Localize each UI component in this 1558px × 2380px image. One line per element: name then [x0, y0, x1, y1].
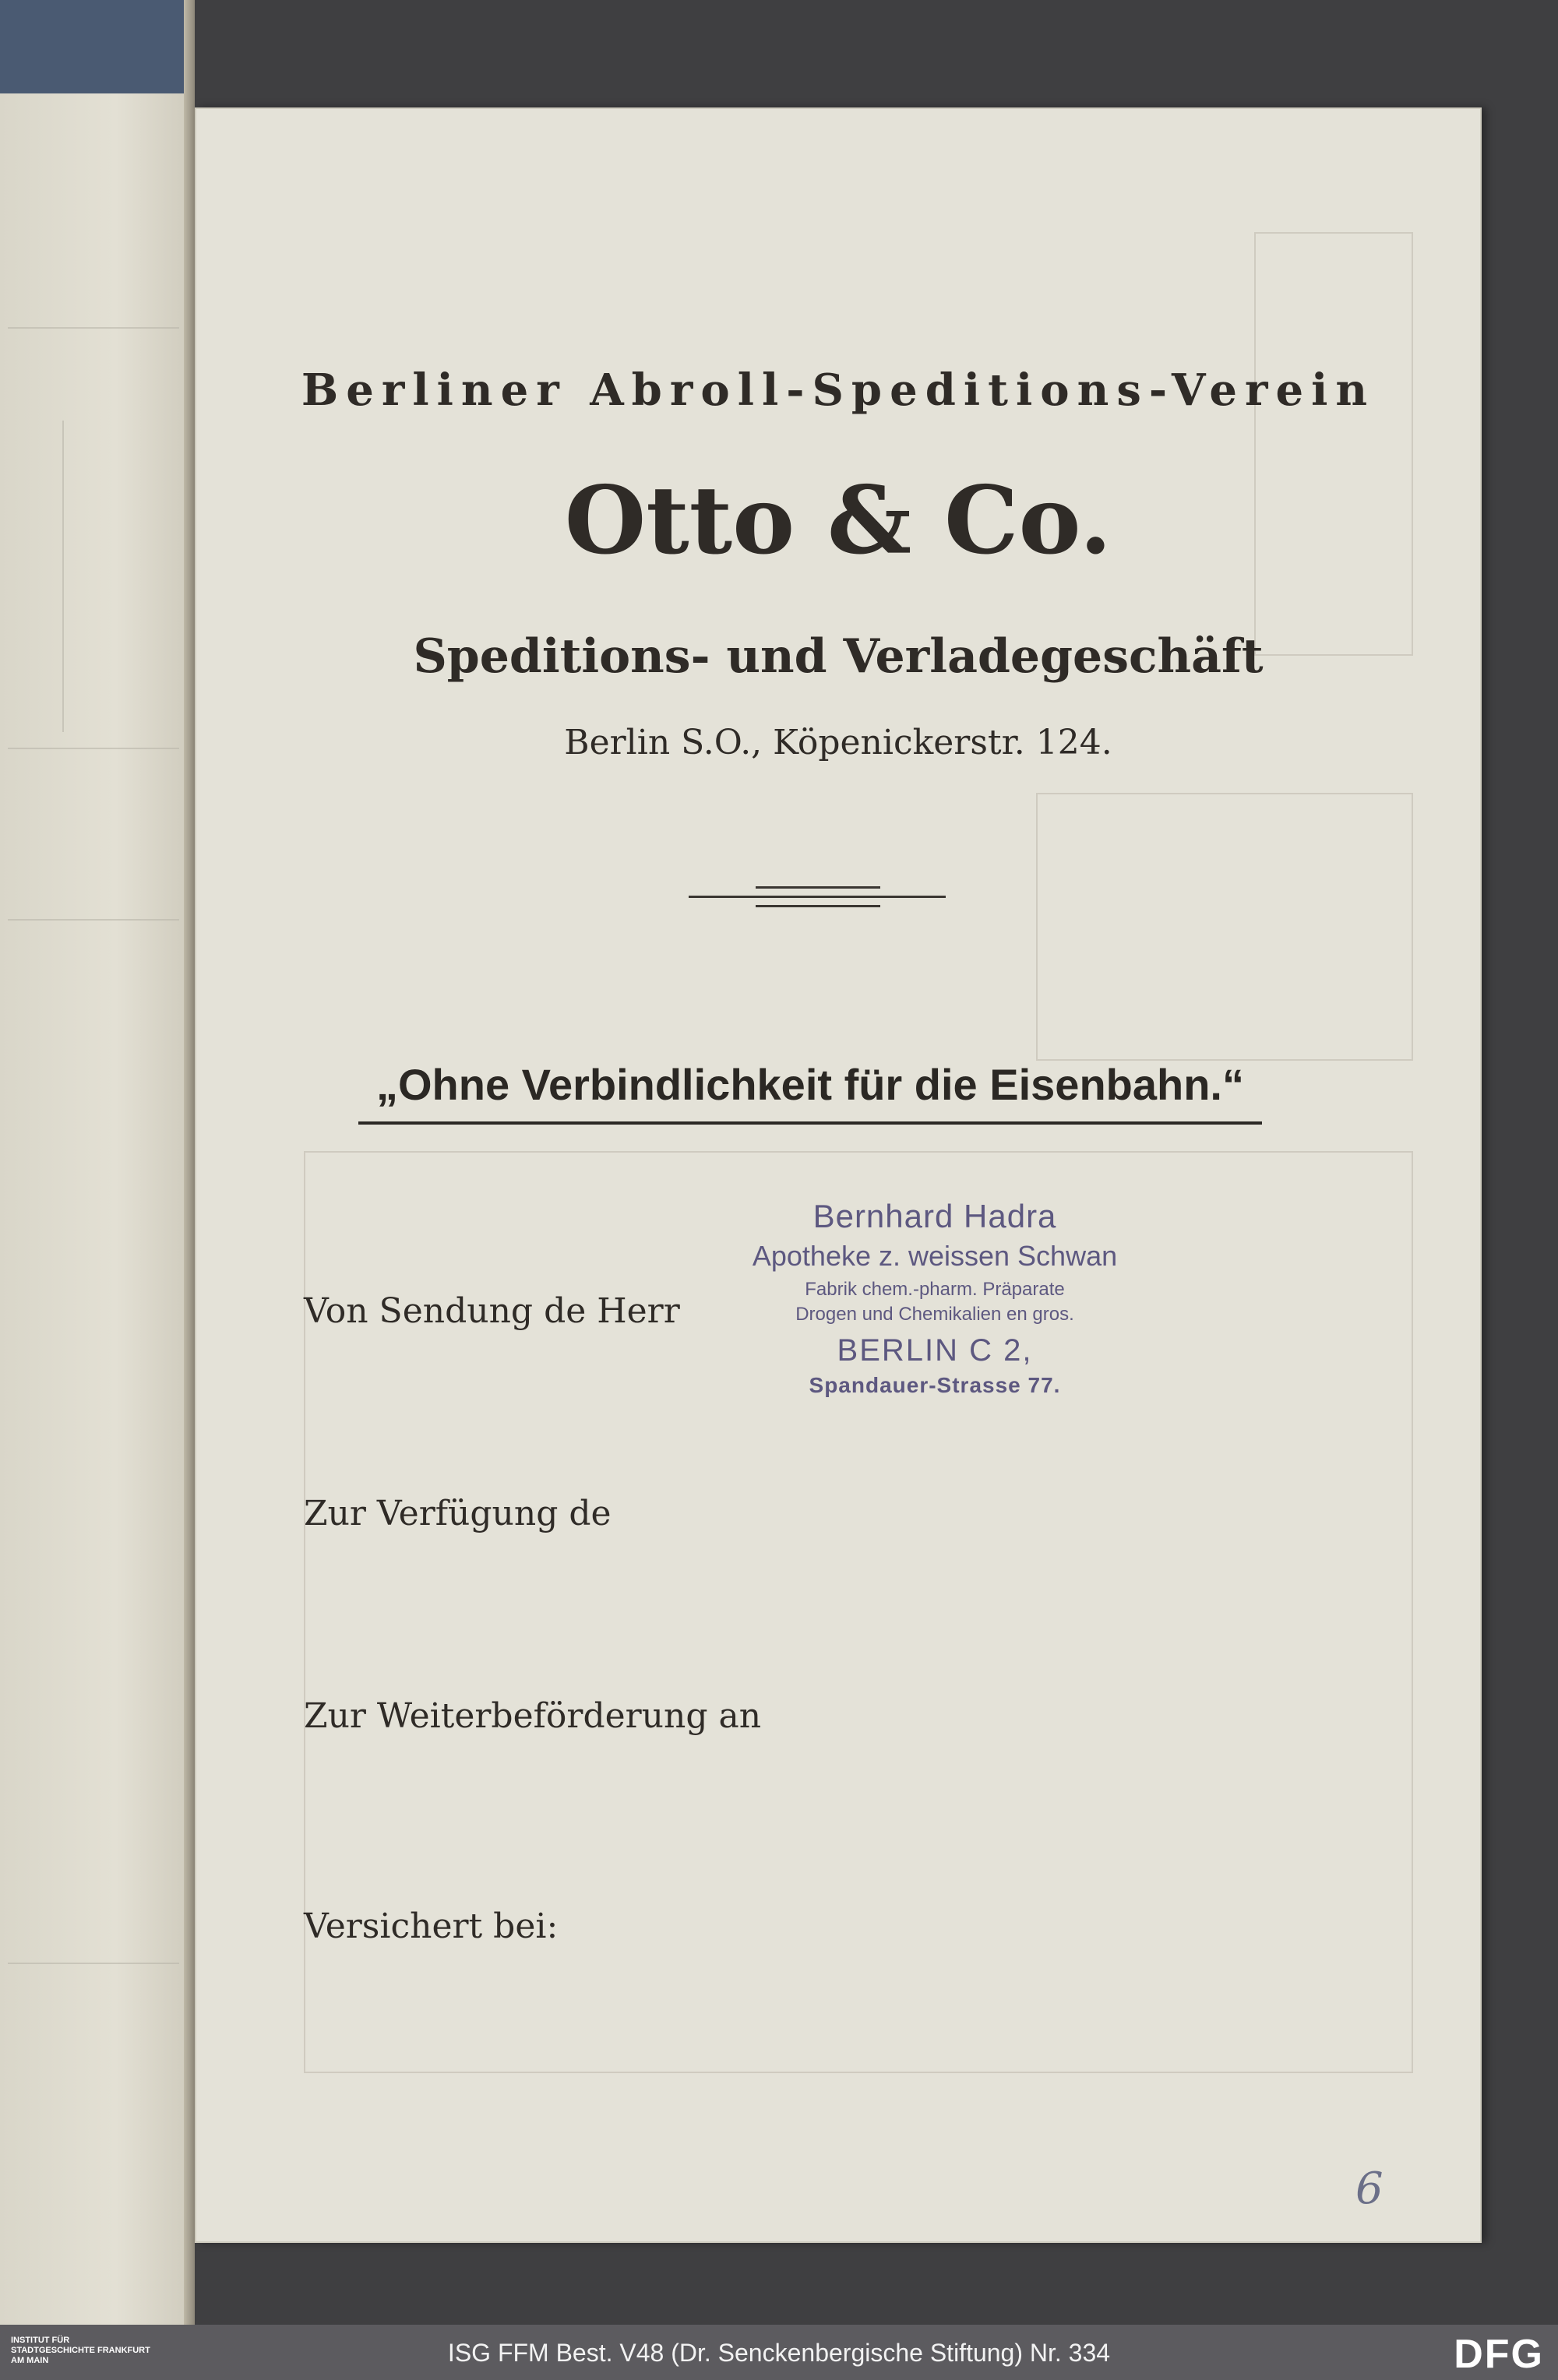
ornament-rule	[756, 886, 880, 889]
institute-logo: INSTITUT FÜR STADTGESCHICHTE FRANKFURT AM MAIN	[11, 2336, 150, 2365]
handwritten-page-number: 6	[1355, 2163, 1384, 2214]
ghost-rule	[8, 327, 179, 329]
association-name: Berliner Abroll-Speditions-Verein	[301, 364, 1376, 416]
stamp-line: Apotheke z. weissen Schwan	[752, 1240, 1118, 1272]
stamp-line: Fabrik chem.-pharm. Präparate	[805, 1279, 1065, 1300]
document-page	[195, 107, 1482, 2243]
label-forwarding: Zur Weiterbeförderung an	[304, 1696, 762, 1736]
dfg-logo: DFG	[1454, 2332, 1544, 2377]
page-fold-shadow	[184, 0, 195, 2325]
disclaimer-underline	[358, 1121, 1262, 1125]
ghost-rule	[8, 748, 179, 749]
label-sender: Von Sendung de Herr	[304, 1291, 680, 1331]
stamp-line: Bernhard Hadra	[812, 1198, 1057, 1234]
firm-name: Otto & Co.	[564, 466, 1112, 576]
adjacent-page-strip	[0, 0, 193, 2325]
blue-cover-edge	[0, 0, 193, 93]
stamp-line: Drogen und Chemikalien en gros.	[795, 1304, 1074, 1325]
show-through-box	[1254, 232, 1413, 656]
show-through-box	[1036, 793, 1413, 1061]
label-insured: Versichert bei:	[304, 1906, 559, 1946]
ghost-rule	[8, 919, 179, 921]
ornament-rule	[756, 905, 880, 907]
ghost-rule	[8, 1963, 179, 1964]
railway-disclaimer: „Ohne Verbindlichkeit für die Eisenbahn.“	[376, 1060, 1244, 1109]
archive-footer	[0, 2325, 1558, 2380]
pharmacy-stamp	[693, 1198, 1176, 1398]
label-disposal: Zur Verfügung de	[304, 1494, 612, 1533]
ornament-rule	[689, 896, 946, 898]
stamp-line: BERLIN C 2,	[837, 1333, 1033, 1368]
firm-address: Berlin S.O., Köpenickerstr. 124.	[564, 723, 1112, 762]
business-type: Speditions- und Verladegeschäft	[413, 629, 1264, 684]
archive-reference: ISG FFM Best. V48 (Dr. Senckenbergische Stiftung) Nr. 334	[447, 2339, 1111, 2367]
stamp-line: Spandauer-Strasse 77.	[809, 1373, 1061, 1397]
ghost-rule	[62, 421, 64, 732]
